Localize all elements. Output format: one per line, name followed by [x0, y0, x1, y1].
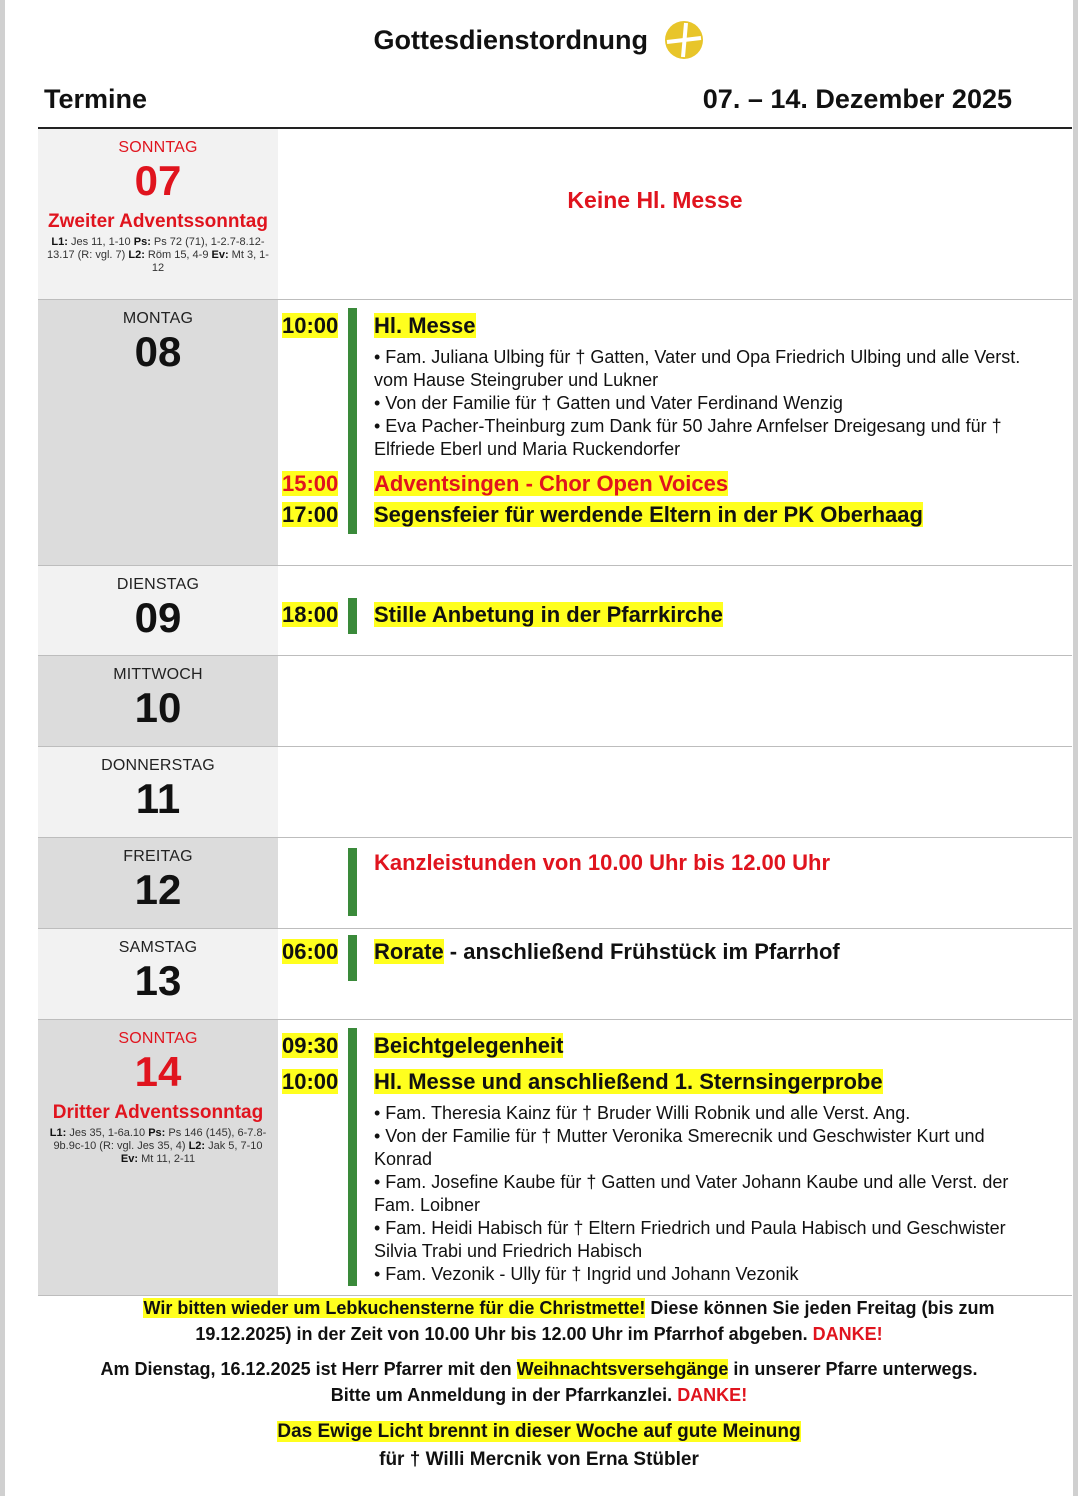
green-bar — [348, 598, 357, 634]
day-number: 11 — [135, 775, 181, 822]
notice-text: 19.12.2025) in der Zeit von 10.00 Uhr bis 12.00 Uhr im Pfarrhof abgeben. — [195, 1324, 813, 1344]
reading-value: Jak 5, 7-10 — [205, 1140, 263, 1152]
readings — [46, 236, 270, 275]
reading-key: Ev: — [120, 1153, 139, 1165]
highlight-text: Weihnachtsversehgänge — [516, 1359, 729, 1379]
weekday-label: SAMSTAG — [118, 939, 198, 956]
day-content — [278, 566, 1072, 655]
no-mass-notice: Keine Hl. Messe — [567, 187, 743, 213]
times-col — [282, 312, 344, 340]
office-hours: Kanzleistunden von 10.00 Uhr bis 12.00 Uhr — [374, 850, 831, 875]
day-cell — [38, 1020, 278, 1295]
danke-text: DANKE! — [677, 1385, 748, 1405]
notice-text: Bitte um Anmeldung in der Pfarrkanzlei. — [330, 1385, 678, 1405]
reading-key: Ps: — [133, 236, 151, 248]
day-row-12 — [38, 838, 1072, 929]
reading-key: L1: — [49, 1127, 67, 1139]
event-time: 10:00 — [282, 313, 339, 338]
day-row-13 — [38, 929, 1072, 1020]
weekday-label: DIENSTAG — [116, 576, 200, 593]
weekday-label: SONNTAG — [118, 1030, 198, 1047]
page-title: Gottesdienstordnung — [373, 24, 649, 55]
intention-item: • Eva Pacher-Theinburg zum Dank für 50 Jahre Arnfelser Dreigesang und für † Elfriede Eberl und Maria Ruckendorfer — [374, 416, 1002, 459]
header-row — [44, 84, 1012, 120]
event-time: 15:00 — [282, 471, 339, 496]
weekday-label: SONNTAG — [118, 139, 198, 156]
reading-value: Mt 3, 1-12 — [151, 249, 269, 274]
day-number: 12 — [134, 866, 182, 913]
reading-key: L2: — [188, 1140, 206, 1152]
day-cell — [38, 656, 278, 746]
intention-item: • Fam. Josefine Kaube für † Gatten und Vater Johann Kaube und alle Verst. der Fam. Loibner — [374, 1172, 1009, 1215]
day-number: 10 — [134, 684, 182, 731]
day-content — [278, 1020, 1072, 1295]
weekday-label: FREITAG — [123, 848, 193, 865]
weekday-label: MITTWOCH — [113, 666, 203, 683]
highlight-text: Das Ewige Licht brennt in dieser Woche auf gute Meinung — [277, 1421, 801, 1442]
intention-item: • Fam. Heidi Habisch für † Eltern Friedrich und Paula Habisch und Geschwister Silvia Trabi und Friedrich Habisch — [374, 1218, 1006, 1261]
termine-label: Termine — [44, 84, 148, 114]
day-row-11 — [38, 747, 1072, 838]
day-content — [278, 838, 1072, 928]
event-time: 10:00 — [282, 1069, 339, 1094]
weekday-label: MONTAG — [122, 310, 194, 327]
cross-circle-icon — [664, 20, 704, 60]
day-number: 09 — [134, 594, 182, 641]
day-number: 13 — [134, 957, 182, 1004]
page-edge-left — [0, 0, 5, 1496]
event-title: Adventsingen - Chor Open Voices — [374, 471, 729, 496]
event-time: 09:30 — [282, 1033, 339, 1058]
day-row-14 — [38, 1020, 1072, 1296]
reading-value: Röm 15, 4-9 — [144, 249, 212, 261]
events-col — [374, 312, 1034, 465]
reading-value: Jes 35, 1-6a.10 — [66, 1127, 149, 1139]
events-col — [374, 1068, 1034, 1290]
event-title: Hl. Messe — [374, 313, 476, 338]
green-bar — [348, 935, 357, 981]
event-time: 18:00 — [282, 602, 339, 627]
notice-text: in unserer Pfarre unterwegs. — [728, 1359, 978, 1379]
day-cell — [38, 929, 278, 1019]
page-edge-right — [1073, 0, 1078, 1496]
event-title: Rorate - anschließend Frühstück im Pfarrhof — [374, 939, 840, 964]
day-content — [278, 929, 1072, 1019]
feast-name: Zweiter Adventssonntag — [48, 211, 268, 232]
day-content — [278, 656, 1072, 746]
day-cell — [38, 747, 278, 837]
day-row-08 — [38, 300, 1072, 566]
date-range: 07. – 14. Dezember 2025 — [702, 84, 1012, 114]
day-cell — [38, 300, 278, 565]
green-bar — [348, 1028, 357, 1286]
day-number: 07 — [134, 157, 182, 204]
event-title: Stille Anbetung in der Pfarrkirche — [374, 602, 723, 627]
event-time: 17:00 — [282, 502, 339, 527]
day-content — [278, 300, 1072, 565]
notice-text: Diese können Sie jeden Freitag (bis zum — [645, 1298, 995, 1318]
day-content — [278, 747, 1072, 837]
danke-text: DANKE! — [812, 1324, 883, 1344]
reading-value: Ps 72 (71), 1-2.7-8.12-13.17 (R: vgl. 7) — [47, 236, 265, 261]
day-content — [278, 129, 1072, 299]
title-row — [0, 20, 1078, 60]
reading-key: L1: — [51, 236, 68, 248]
day-cell — [38, 838, 278, 928]
reading-value: Ps 146 (145), 6-7.8-9b.9c-10 (R: vgl. Jes 35, 4) — [53, 1127, 267, 1152]
feast-name: Dritter Adventssonntag — [52, 1102, 264, 1123]
day-row-09 — [38, 566, 1072, 656]
event-title: Hl. Messe und anschließend 1. Sternsingerprobe — [374, 1069, 883, 1094]
intention-item: • Von der Familie für † Gatten und Vater Ferdinand Wenzig — [374, 393, 843, 413]
reading-key: Ps: — [148, 1127, 166, 1139]
green-bar — [348, 848, 357, 916]
green-bar — [348, 308, 357, 534]
day-number: 14 — [134, 1048, 182, 1095]
reading-key: Ev: — [211, 249, 229, 261]
intentions-list — [374, 346, 1034, 461]
intention-item: • Fam. Juliana Ulbing für † Gatten, Vater und Opa Friedrich Ulbing und alle Verst. vom Hause Steingruber und Lukner — [374, 347, 1021, 390]
intention-item: • Von der Familie für † Mutter Veronika Smerecnik und Geschwister Kurt und Konrad — [374, 1126, 985, 1169]
readings — [46, 1127, 270, 1166]
notice-text: Am Dienstag, 16.12.2025 ist Herr Pfarrer mit den — [100, 1359, 517, 1379]
day-number: 08 — [134, 328, 182, 375]
day-cell — [38, 129, 278, 299]
reading-key: L2: — [128, 249, 145, 261]
footer-notice-ewiges-licht — [0, 1418, 1078, 1474]
intentions-list — [374, 1102, 1034, 1286]
day-row-10 — [38, 656, 1072, 747]
intention-item: • Fam. Vezonik - Ully für † Ingrid und Johann Vezonik — [374, 1264, 799, 1284]
highlight-text: Wir bitten wieder um Lebkuchensterne für die Christmette! — [143, 1298, 646, 1318]
reading-value: Mt 11, 2-11 — [138, 1153, 196, 1165]
footer-notice-versehgaenge — [0, 1356, 1078, 1408]
event-title: Beichtgelegenheit — [374, 1033, 564, 1058]
event-title: Segensfeier für werdende Eltern in der PK Oberhaag — [374, 502, 923, 527]
weekday-label: DONNERSTAG — [101, 757, 215, 774]
footer-notice-lebkuchen — [0, 1295, 1078, 1347]
reading-value: Jes 11, 1-10 — [67, 236, 134, 248]
event-time: 06:00 — [282, 939, 339, 964]
notice-text: für † Willi Mercnik von Erna Stübler — [379, 1449, 699, 1470]
intention-item: • Fam. Theresia Kainz für † Bruder Willi Robnik und alle Verst. Ang. — [374, 1103, 911, 1123]
schedule-table — [38, 129, 1072, 1296]
day-row-07 — [38, 129, 1072, 300]
day-cell — [38, 566, 278, 655]
